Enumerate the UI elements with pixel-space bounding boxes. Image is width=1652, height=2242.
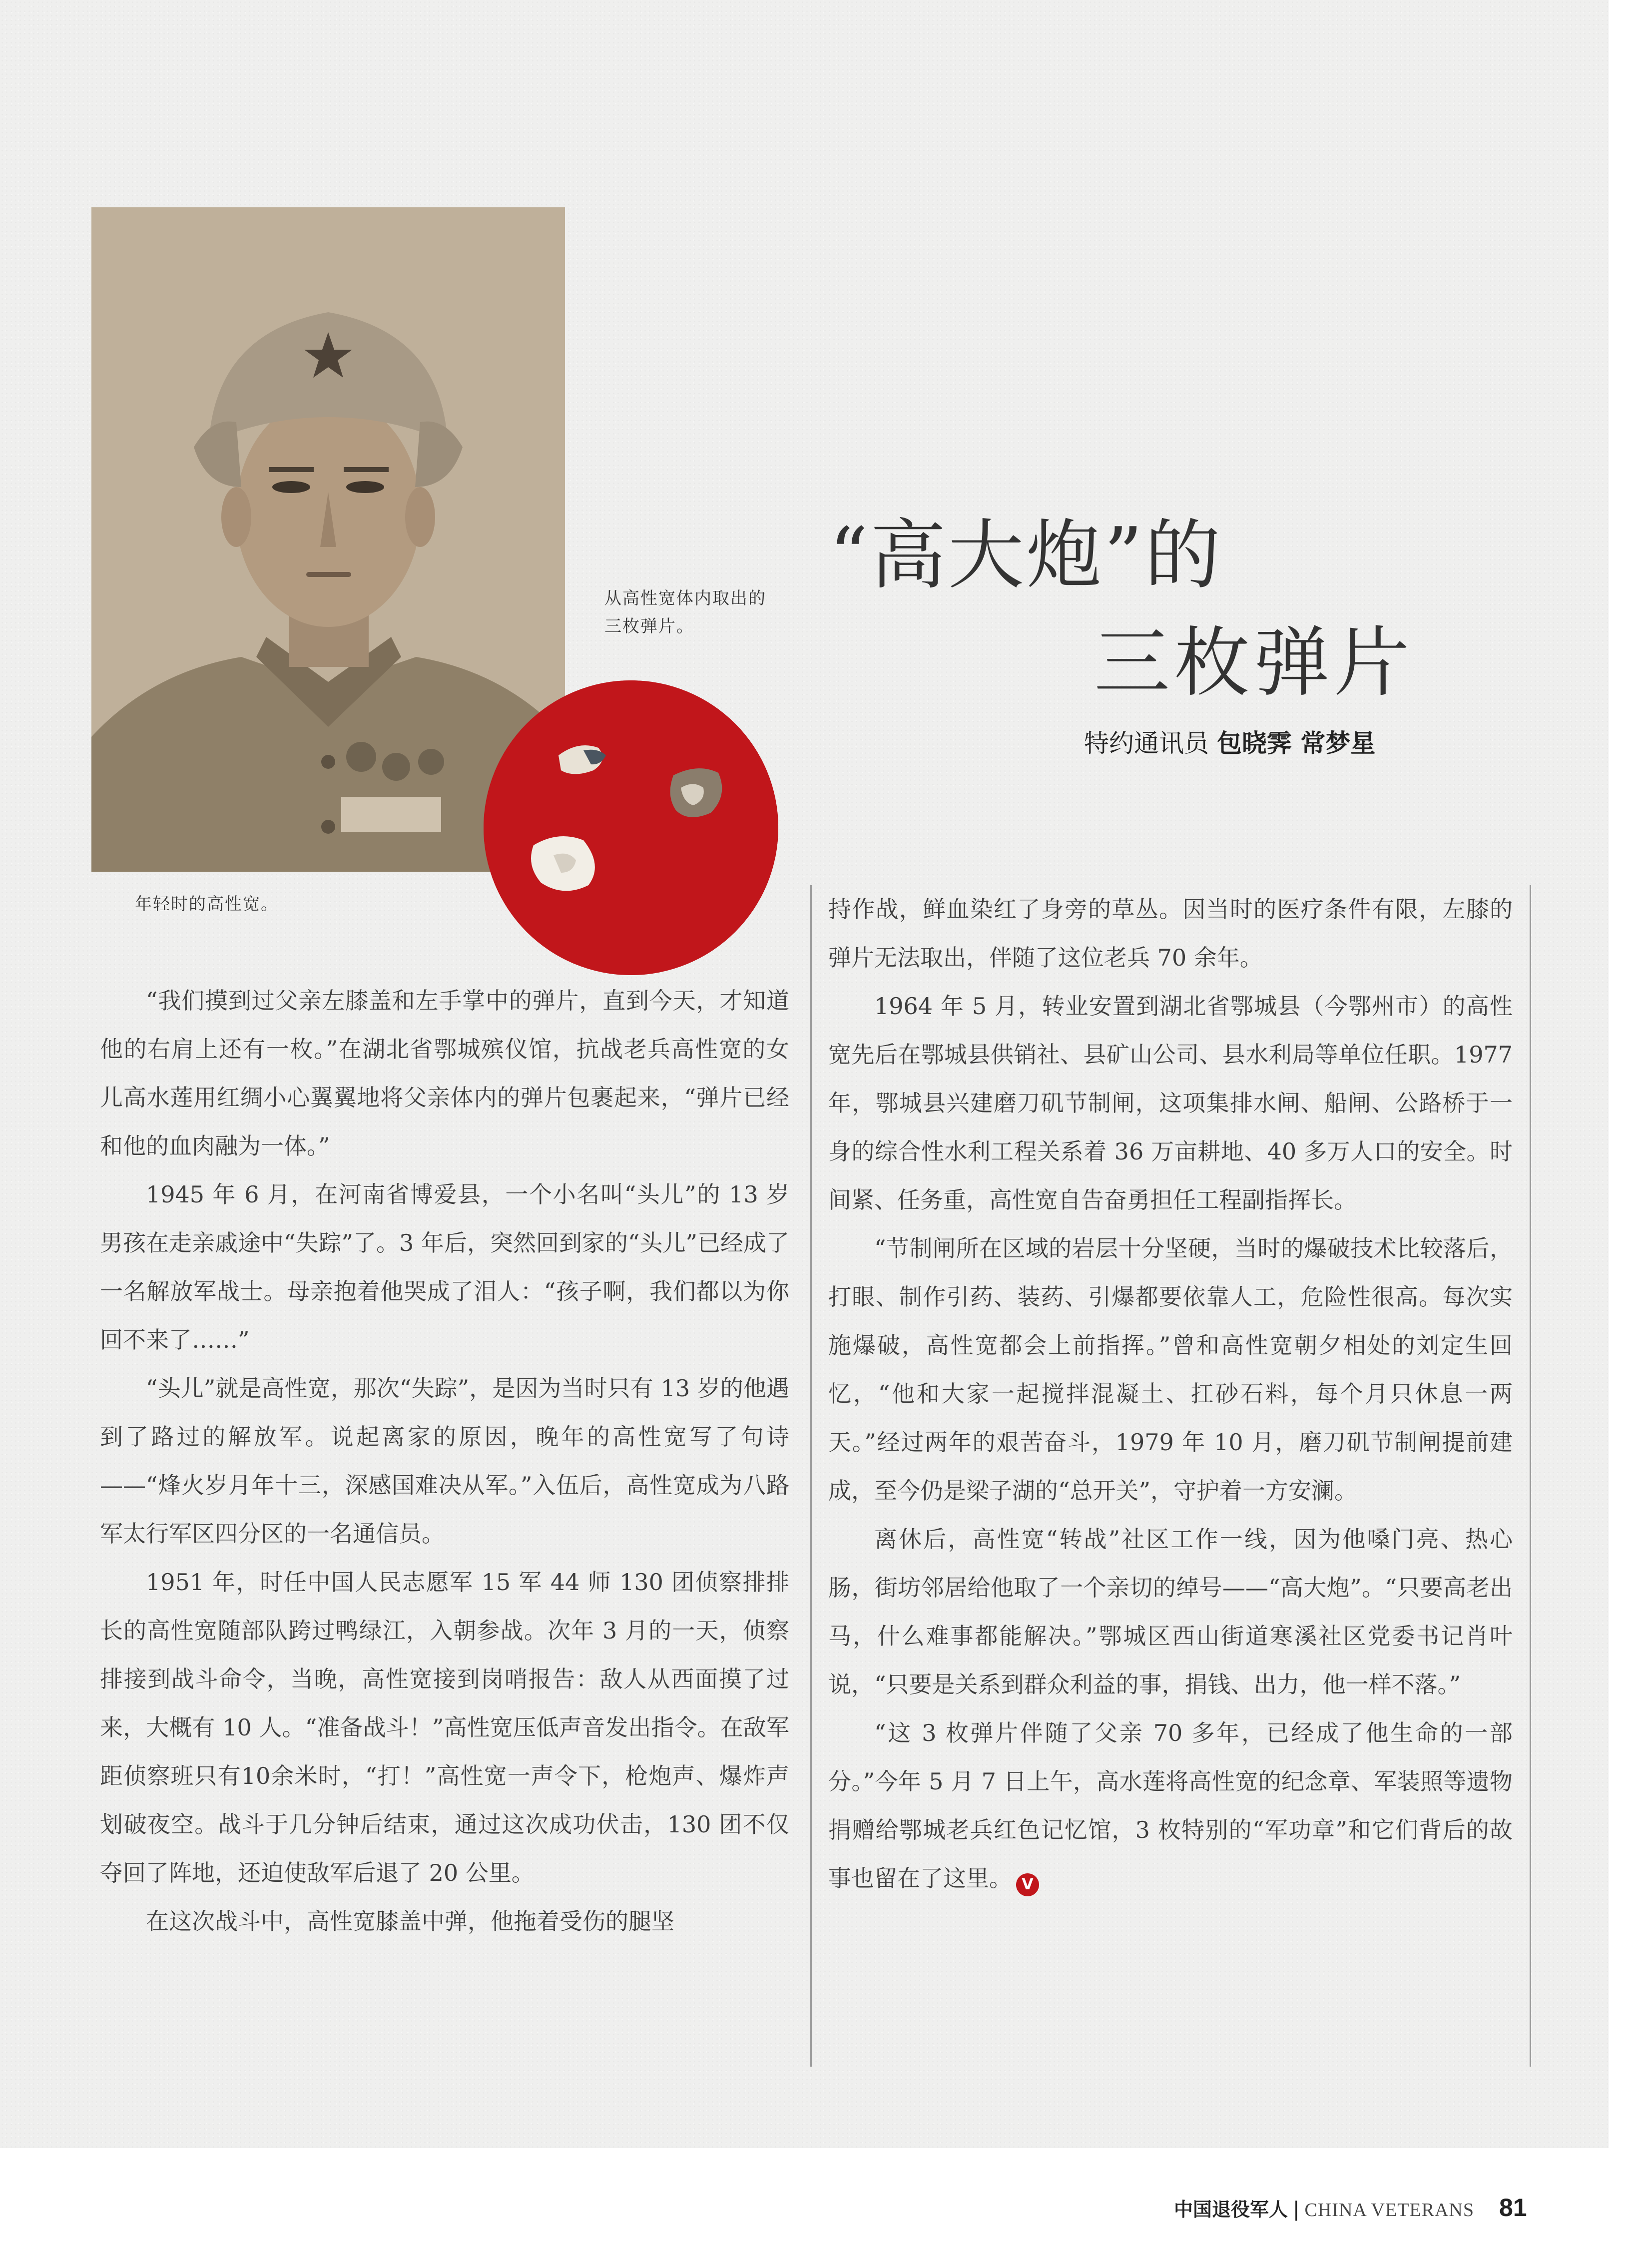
paragraph: 持作战，鲜血染红了身旁的草丛。因当时的医疗条件有限，左膝的弹片无法取出，伴随了这位老兵 70 余年。: [828, 896, 1513, 971]
column-rule-right: [1530, 885, 1531, 2067]
paragraph: 离休后，高性宽“转战”社区工作一线，因为他嗓门亮、热心肠，街坊邻居给他取了一个亲切的绰号——“高大炮”。“只要高老出马，什么难事都能解决。”鄂城区西山街道寒溪社区党委书记肖叶说，“只要是关系到群众利益的事，捐钱、出力，他一样不落。”: [828, 1526, 1513, 1698]
footer-separator: |: [1293, 2198, 1300, 2221]
shrapnel-caption: 从高性宽体内取出的三枚弹片。: [604, 588, 766, 636]
page-footer: [1174, 2193, 1554, 2228]
byline: [1084, 723, 1375, 759]
page-number: 81: [1499, 2194, 1527, 2222]
paragraph: “节制闸所在区域的岩层十分坚硬，当时的爆破技术比较落后，打眼、制作引药、装药、引爆都要依靠人工，危险性很高。每次实施爆破，高性宽都会上前指挥。”曾和高性宽朝夕相处的刘定生回忆，“他和大家一起搅拌混凝土、扛砂石料，每个月只休息一两天。”经过两年的艰苦奋斗，1979 年 10 月，磨刀矶节制闸提前建成，至今仍是梁子湖的“总开关”，守护着一方安澜。: [828, 1235, 1513, 1504]
left-column: [100, 977, 789, 1946]
article-title-line-2: 三枚弹片: [1094, 618, 1414, 707]
paragraph: 1951 年，时任中国人民志愿军 15 军 44 师 130 团侦察排排长的高性宽随部队跨过鸭绿江，入朝参战。次年 3 月的一天，侦察排接到战斗命令，当晚，高性宽接到岗哨报告：敌人从西面摸了过来，大概有 10 人。“准备战斗！”高性宽压低声音发出指令。在敌军距侦察班只有10余米时，“打！”高性宽一声令下，枪炮声、爆炸声划破夜空。战斗于几分钟后结束，通过这次成功伏击，130 团不仅夺回了阵地，还迫使敌军后退了 20 公里。: [100, 1569, 789, 1886]
shrapnel-photo: [484, 680, 778, 975]
paragraph: “我们摸到过父亲左膝盖和左手掌中的弹片，直到今天，才知道他的右肩上还有一枚。”在湖北省鄂城殡仪馆，抗战老兵高性宽的女儿高水莲用红绸小心翼翼地将父亲体内的弹片包裹起来，“弹片已经和他的血肉融为一体。”: [100, 987, 789, 1159]
paragraph-text: “这 3 枚弹片伴随了父亲 70 多年，已经成了他生命的一部分。”今年 5 月 7 日上午，高水莲将高性宽的纪念章、军装照等遗物捐赠给鄂城老兵红色记忆馆，3 枚特别的“军功章”和它们背后的故事也留在了这里。: [828, 1719, 1513, 1892]
column-rule-left: [810, 885, 812, 2067]
magazine-name-en: CHINA VETERANS: [1304, 2200, 1474, 2221]
paragraph: 1964 年 5 月，转业安置到湖北省鄂城县（今鄂州市）的高性宽先后在鄂城县供销社、县矿山公司、县水利局等单位任职。1977 年，鄂城县兴建磨刀矶节制闸，这项集排水闸、船闸、公路桥于一身的综合性水利工程关系着 36 万亩耕地、40 多万人口的安全。时间紧、任务重，高性宽自告奋勇担任工程副指挥长。: [828, 993, 1513, 1213]
portrait-caption: 年轻时的高性宽。: [135, 894, 279, 914]
article-title-line-1: “高大炮”的: [829, 511, 1223, 599]
magazine-name-cn: 中国退役军人: [1174, 2199, 1288, 2221]
right-column: [828, 885, 1513, 1903]
byline-authors: 包晓霁 常梦星: [1216, 729, 1376, 758]
paragraph: “头儿”就是高性宽，那次“失踪”，是因为当时只有 13 岁的他遇到了路过的解放军。说起离家的原因，晚年的高性宽写了句诗——“烽火岁月年十三，深感国难决从军。”入伍后，高性宽成为八路军太行军区四分区的一名通信员。: [100, 1375, 789, 1547]
end-mark-icon: V: [1016, 1873, 1039, 1896]
byline-role: 特约通讯员: [1084, 729, 1209, 758]
paragraph: 在这次战斗中，高性宽膝盖中弹，他拖着受伤的腿坚: [146, 1908, 674, 1935]
paragraph-last: [828, 1709, 1513, 1903]
paragraph: 1945 年 6 月，在河南省博爱县，一个小名叫“头儿”的 13 岁男孩在走亲戚途中“失踪”了。3 年后，突然回到家的“头儿”已经成了一名解放军战士。母亲抱着他哭成了泪人：“孩子啊，我们都以为你回不来了……”: [100, 1181, 789, 1353]
